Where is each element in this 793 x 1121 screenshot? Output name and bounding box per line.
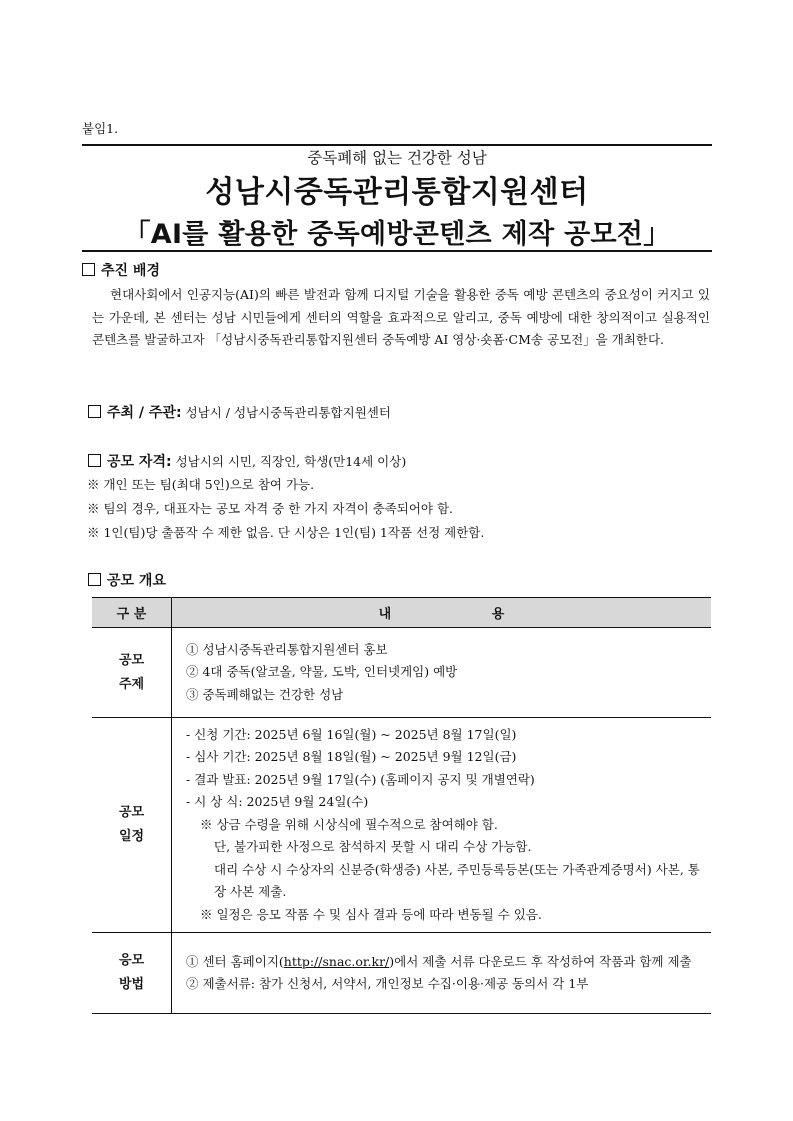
checkbox-square-icon — [88, 573, 101, 586]
background-paragraph: 현대사회에서 인공지능(AI)의 빠른 발전과 함께 디지털 기술을 활용한 중독 예방 콘텐츠의 중요성이 커지고 있는 가운데, 본 센터는 성남 시민들에게 센터의 역할을 효과적으로 알리고, 중독 예방에 대한 창의적이고 실용적인 콘텐츠를 발굴하고자 「성남시중독관리통합지원센터 중독예방 AI 영상·숏폼·CM송 공모전」을 개최한다. — [92, 287, 710, 347]
page-title: 성남시중독관리통합지원센터 — [205, 175, 589, 210]
theme-content — [172, 628, 712, 718]
contest-title: 「AI를 활용한 중독예방콘텐츠 제작 공모전」 — [123, 219, 671, 250]
organizer-line: 주최 / 주관: 성남시 / 성남시중독관리통합지원센터 — [88, 402, 391, 422]
eligibility-value: 성남시의 시민, 직장인, 학생(만14세 이상) — [175, 454, 407, 469]
list-item: - 심사 기간: 2025년 8월 18일(월) ~ 2025년 9월 12일(금) — [186, 749, 517, 765]
list-item: - 시 상 식: 2025년 9월 24일(수) — [186, 794, 369, 810]
organizer-value: 성남시 / 성남시중독관리통합지원센터 — [185, 405, 391, 420]
eligibility-note: ※ 개인 또는 팀(최대 5인)으로 참여 가능. — [87, 477, 315, 492]
checkbox-square-icon — [88, 454, 101, 467]
eligibility-line: 공모 자격: 성남시의 시민, 직장인, 학생(만14세 이상) — [88, 451, 406, 471]
schedule-note: ※ 일정은 응모 작품 수 및 심사 결과 등에 따라 변동될 수 있음. — [200, 906, 542, 922]
center-homepage-link[interactable]: http://snac.or.kr/ — [283, 953, 390, 969]
method-content — [172, 933, 712, 1014]
list-item: ① 센터 홈페이지(http://snac.or.kr/)에서 제출 서류 다운로드 후 작성하여 작품과 함께 제출 — [186, 953, 692, 969]
title-rule — [82, 250, 712, 252]
table-row — [92, 628, 711, 718]
background-section-heading: 추진 배경 — [82, 260, 160, 280]
overview-section-heading: 공모 개요 — [88, 570, 166, 590]
table-header-category: 구 분 — [92, 598, 172, 628]
schedule-note: 대리 수상 시 수상자의 신분증(학생증) 사본, 주민등록등본(또는 가족관계증명서) 사본, 통장 사본 제출. — [214, 861, 700, 900]
eligibility-note: ※ 1인(팀)당 출품작 수 제한 없음. 단 시상은 1인(팀) 1작품 선정 제한함. — [87, 525, 485, 540]
attachment-label: 붙임1. — [82, 121, 119, 136]
list-item: - 신청 기간: 2025년 6월 16일(월) ~ 2025년 8월 17일(일) — [186, 726, 517, 742]
list-item: ③ 중독폐해없는 건강한 성남 — [186, 686, 344, 702]
table-row — [92, 718, 711, 933]
list-item: - 결과 발표: 2025년 9월 17일(수) (홈페이지 공지 및 개별연락) — [186, 771, 535, 787]
schedule-note: 단, 불가피한 사정으로 참석하지 못할 시 대리 수상 가능함. — [214, 839, 532, 855]
subtitle: 중독폐해 없는 건강한 성남 — [307, 149, 487, 167]
overview-table — [92, 597, 711, 1014]
list-item: ① 성남시중독관리통합지원센터 홍보 — [186, 641, 388, 657]
row-label-theme: 공모 주제 — [92, 628, 172, 718]
checkbox-square-icon — [82, 263, 95, 276]
schedule-note: ※ 상금 수령을 위해 시상식에 필수적으로 참여해야 함. — [200, 816, 498, 832]
table-header-content: 내 용 — [172, 598, 712, 628]
eligibility-note: ※ 팀의 경우, 대표자는 공모 자격 중 한 가지 자격이 충족되어야 함. — [87, 501, 454, 516]
table-row — [92, 933, 711, 1014]
list-item: ② 제출서류: 참가 신청서, 서약서, 개인정보 수집·이용·제공 동의서 각 1부 — [186, 976, 589, 991]
row-label-schedule: 공모 일정 — [92, 718, 172, 933]
checkbox-square-icon — [88, 405, 101, 418]
list-item: ② 4대 중독(알코올, 약물, 도박, 인터넷게임) 예방 — [186, 664, 458, 680]
row-label-method: 응모 방법 — [92, 933, 172, 1014]
schedule-content — [172, 718, 712, 933]
